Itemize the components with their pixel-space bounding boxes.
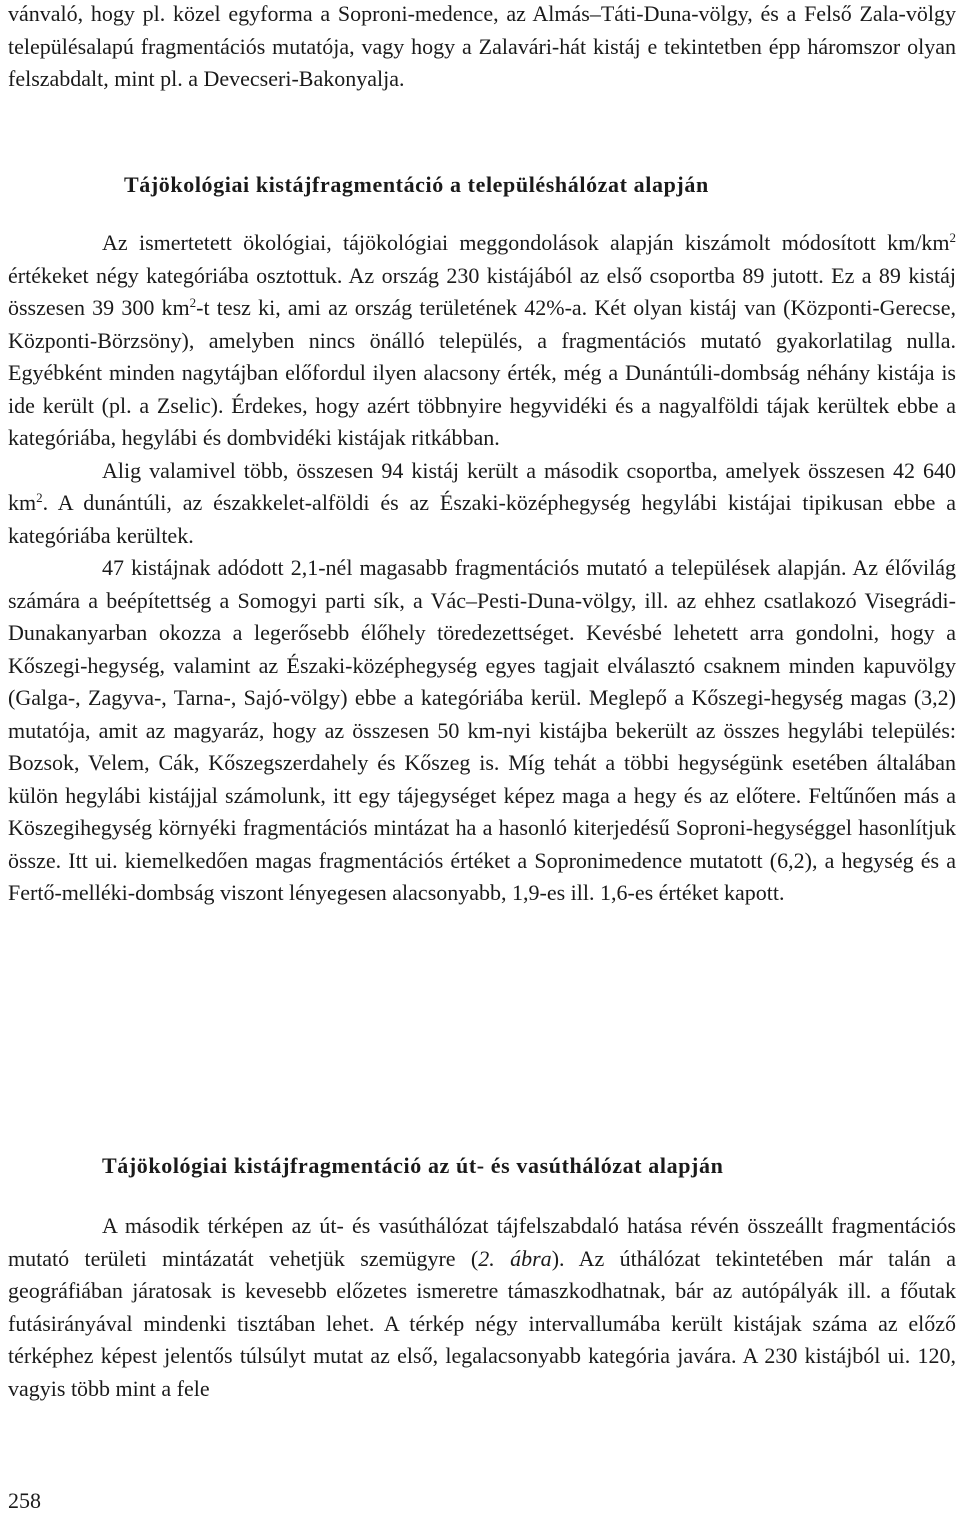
- section2-heading: Tájökológiai kistájfragmentáció az út- és vasúthálózat alapján: [102, 1153, 724, 1178]
- section1-p1-part-a: Az ismertetett ökológiai, tájökológiai meggondolások alapján kiszámolt módosított km/km: [102, 230, 950, 255]
- superscript: 2: [949, 230, 956, 245]
- section1-p1-part-b: értékeket négy kategóriába osztottuk. Az ország 230 kistájából az első csoportba 89 jutott. Ez a 89 kistáj összesen 39 300 km: [8, 262, 956, 320]
- superscript: 2: [189, 295, 197, 310]
- section1-paragraph-3: 47 kistájnak adódott 2,1-nél magasabb fragmentációs mutató a települések alapján. Az élővilág számára a beépítettség a Somogyi parti sík, a Vác–Pesti-Duna-völgy, ill. az ehhez csatlakozó Visegrádi-Dunakanyarban okozza a legerősebb élőhely töredezettséget. Kevésbé lehetett arra gondolni, hogy a Kőszegi-hegység, valamint az Északi-középhegység egyes tagjait elválasztó csaknem minden kapuvölgy (Galga-, Zagyva-, Tarna-, Sajó-völgy) ebbe a kategóriába kerül. Meglepő a Kőszegi-hegység magas (3,2) mutatója, amit az magyaráz, hogy az összesen 50 km-nyi kistájba bekerült az összes hegylábi település: Bozsok, Velem, Cák, Kőszegszerdahely és Kőszeg is. Míg tehát a többi hegységünk esetében általában külön hegylábi kistájjal számolunk, itt egy tájegységet képez maga a hegy és az előtere. Feltűnően más a Köszegihegység környéki fragmentációs mintázat ha a hasonló kiterjedésű Soproni-hegységgel hasonlítjuk össze. Itt ui. kiemelkedően magas fragmentációs értéket a Sopronimedence mutatott (6,2), a hegység és a Fertő-melléki-dombság viszont lényegesen alacsonyabb, 1,9-es ill. 1,6-es értéket kapott.: [8, 555, 956, 905]
- figure-reference: 2. ábra: [478, 1245, 552, 1271]
- section2-p1-part-b: ). Az úthálózat tekintetében már talán a geográfiában járatosak is kevesebb előzetes ismeretre támaszkodhatnak, bár az autópályák ill. a főutak futásirányával mindenki tisztában lehet. A térkép négy intervallumába került kistájak száma az előző térképhez képest jelentős túlsúlyt mutat az első, legalacsonyabb kategória javára. A 230 kistájból ui. 120, vagyis több mint a fele: [8, 1245, 957, 1401]
- section1-text: [8, 227, 956, 910]
- section1-p2-part-a: Alig valamivel több, összesen 94 kistáj került a második csoportba, amelyek összesen 42 640 km: [8, 457, 956, 515]
- section1-paragraph-1: [8, 227, 956, 455]
- section1-p1-part-c: -t tesz ki, ami az ország területének 42%-a. Két olyan kistáj van (Központi-Gerecse, Központi-Börzsöny), amelyben nincs önálló település, a fragmentációs mutató gyakorlatilag nulla. Egyébként minden nagytájban előfordul ilyen alacsony érték, még a Dunántúli-dombság néhány kistája is ide került (pl. a Zselic). Érdekes, hogy azért többnyire hegyvidéki és a nagyalföldi tájak kerültek ebbe a kategóriába, hegylábi és dombvidéki kistájak ritkábban.: [8, 295, 956, 450]
- section2-paragraph-1: [8, 1210, 956, 1405]
- superscript: 2: [36, 490, 43, 505]
- intro-paragraph: vánvaló, hogy pl. közel egyforma a Soproni-medence, az Almás–Táti-Duna-völgy, és a Felső Zala-völgy településalapú fragmentációs mutatója, vagy hogy a Zalavári-hát kistáj e tekintetben épp háromszor olyan felszabdalt, mint pl. a Devecseri-Bakonyalja.: [8, 1, 956, 91]
- page-number: 258: [8, 1488, 41, 1513]
- section2-text: [8, 1210, 956, 1405]
- section2-p1-part-a: A második térképen az út- és vasúthálózat tájfelszabdaló hatása révén összeállt fragmentációs mutató területi mintázatát vehetjük szemügyre (: [8, 1213, 956, 1271]
- section1-heading: Tájökológiai kistájfragmentáció a településhálózat alapján: [124, 172, 709, 197]
- section1-paragraph-2: [8, 455, 956, 553]
- section1-p2-part-b: . A dunántúli, az északkelet-alföldi és az Északi-középhegység hegylábi kistájai tipikusan ebbe a kategóriába kerültek.: [8, 490, 956, 548]
